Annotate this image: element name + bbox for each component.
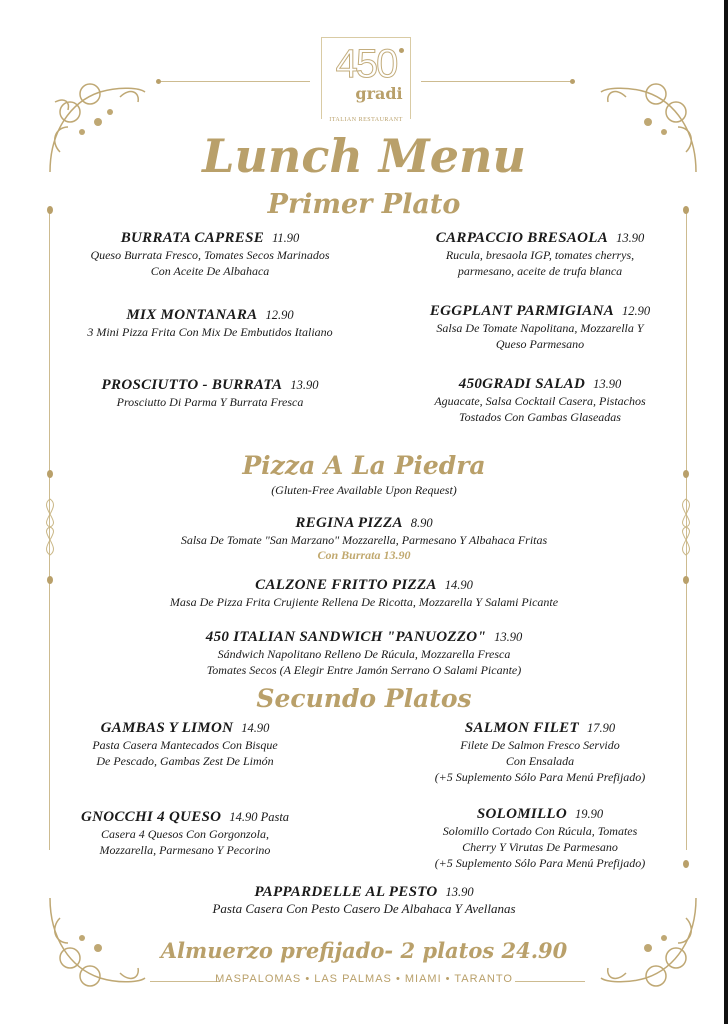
restaurant-logo <box>321 37 411 123</box>
menu-item <box>55 374 365 410</box>
item-price: 11.90 <box>272 231 300 245</box>
item-desc: Rucula, bresaola IGP, tomates cherrys, <box>445 248 635 262</box>
item-desc: 3 Mini Pizza Frita Con Mix De Embutidos Italiano <box>87 325 333 339</box>
degree-icon <box>399 48 404 53</box>
logo-number: 450 <box>335 42 397 86</box>
section-heading-pizza: Pizza A La Piedra <box>242 451 486 480</box>
item-name: PAPPARDELLE AL PESTO <box>254 884 438 900</box>
menu-item <box>55 304 365 340</box>
menu-item <box>390 300 690 352</box>
set-menu-price: Almuerzo prefijado- 2 platos 24.90 <box>160 938 568 963</box>
pizza-note <box>0 483 728 498</box>
item-name: CALZONE FRITTO PIZZA <box>255 577 437 593</box>
item-desc: De Pescado, Gambas Zest De Limón <box>96 754 274 768</box>
item-desc: Mozzarella, Parmesano Y Pecorino <box>99 843 271 857</box>
finial-icon <box>683 860 689 868</box>
item-name: EGGPLANT PARMIGIANA <box>429 303 615 319</box>
item-name: SOLOMILLO <box>476 806 568 822</box>
item-name: PROSCIUTTO - BURRATA <box>101 377 283 393</box>
gluten-free-note: (Gluten-Free Available Upon Request) <box>271 483 457 497</box>
item-name: MIX MONTANARA <box>126 307 258 323</box>
rule-dot <box>570 79 575 84</box>
item-desc: Pasta Casera Con Pesto Casero De Albahaca Y Avellanas <box>212 901 516 916</box>
item-desc: Pasta Casera Mantecados Con Bisque <box>92 738 278 752</box>
item-desc: parmesano, aceite de trufa blanca <box>457 264 623 278</box>
item-price: 13.90 <box>494 630 523 644</box>
item-desc: Salsa De Tomate Napolitana, Mozzarella Y <box>436 321 644 335</box>
item-name: CARPACCIO BRESAOLA <box>435 230 609 246</box>
menu-item <box>420 717 660 785</box>
item-price: 17.90 <box>586 721 616 735</box>
item-price: 13.90 <box>445 885 474 899</box>
item-name: GNOCCHI 4 QUESO <box>80 809 222 825</box>
item-desc: Con Aceite De Albahaca <box>150 264 270 278</box>
rule-dot <box>156 79 161 84</box>
top-rule-right <box>421 81 571 82</box>
item-name: 450GRADI SALAD <box>458 376 586 392</box>
item-name: GAMBAS Y LIMON <box>100 720 234 736</box>
item-desc: Tomates Secos (A Elegir Entre Jamón Serrano O Salami Picante) <box>206 663 522 677</box>
item-desc: (+5 Suplemento Sólo Para Menú Prefijado) <box>434 856 646 870</box>
item-price: 12.90 <box>622 304 651 318</box>
item-desc: Prosciutto Di Parma Y Burrata Fresca <box>116 395 304 409</box>
item-price: 14.90 <box>444 578 473 592</box>
item-price: 13.90 <box>616 231 645 245</box>
menu-item <box>60 717 310 769</box>
logo-name: gradi <box>355 84 403 103</box>
item-price: 14.90 <box>241 721 270 735</box>
top-rule-left <box>160 81 310 82</box>
item-desc: Filete De Salmon Fresco Servido <box>460 738 620 752</box>
item-desc: Tostados Con Gambas Glaseadas <box>459 410 621 424</box>
item-extra: Con Burrata 13.90 <box>317 548 411 562</box>
item-desc: Solomillo Cortado Con Rúcula, Tomates <box>442 824 638 838</box>
item-desc: Con Ensalada <box>505 754 575 768</box>
item-price: 13.90 <box>593 377 622 391</box>
item-desc: Queso Burrata Fresco, Tomates Secos Marinados <box>90 248 330 262</box>
menu-item <box>0 512 728 563</box>
item-name: SALMON FILET <box>464 720 579 736</box>
item-desc: Queso Parmesano <box>495 337 585 351</box>
item-name: 450 ITALIAN SANDWICH "PANUOZZO" <box>205 629 487 645</box>
menu-item <box>0 881 728 917</box>
menu-item <box>0 626 728 678</box>
menu-item <box>60 806 310 858</box>
item-desc: Casera 4 Quesos Con Gorgonzola, <box>101 827 269 841</box>
item-price: 8.90 <box>410 516 433 530</box>
locations: MASPALOMAS • LAS PALMAS • MIAMI • TARANTO <box>215 973 513 985</box>
menu-item <box>390 373 690 425</box>
item-desc: Aguacate, Salsa Cocktail Casera, Pistachos <box>434 394 646 408</box>
item-price: 12.90 <box>265 308 294 322</box>
menu-item <box>420 803 660 871</box>
page-title: Lunch Menu <box>202 129 526 183</box>
menu-item <box>390 227 690 279</box>
menu-item <box>0 574 728 610</box>
item-name: REGINA PIZZA <box>295 515 403 531</box>
item-desc: (+5 Suplemento Sólo Para Menú Prefijado) <box>434 770 646 784</box>
item-price: 14.90 Pasta <box>229 810 290 824</box>
item-desc: Cherry Y Virutas De Parmesano <box>462 840 618 854</box>
item-name: BURRATA CAPRESE <box>120 230 265 246</box>
section-heading-primer: Primer Plato <box>267 189 461 220</box>
section-heading-secundo: Secundo Platos <box>256 684 472 713</box>
menu-item <box>55 227 365 279</box>
item-price: 19.90 <box>575 807 604 821</box>
item-desc: Salsa De Tomate "San Marzano" Mozzarella, Parmesano Y Albahaca Fritas <box>180 533 548 547</box>
item-price: 13.90 <box>290 378 319 392</box>
logo-tagline: ITALIAN RESTAURANT <box>322 117 410 123</box>
item-desc: Masa De Pizza Frita Crujiente Rellena De Ricotta, Mozzarella Y Salami Picante <box>169 595 559 609</box>
item-desc: Sándwich Napolitano Relleno De Rúcula, Mozzarella Fresca <box>217 647 511 661</box>
